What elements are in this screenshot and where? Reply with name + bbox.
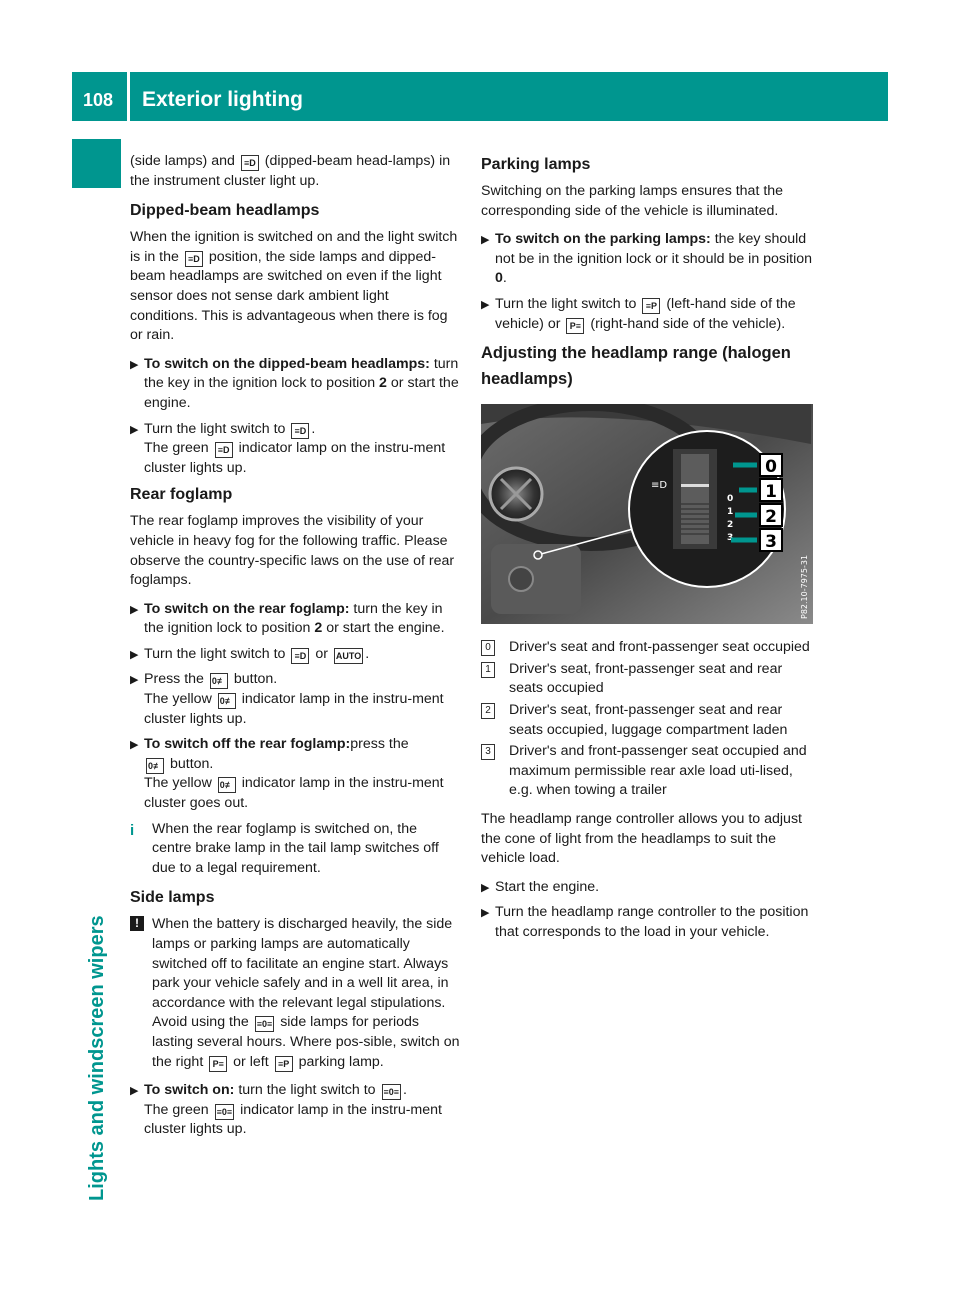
parking-lamp-left-icon: ≡P xyxy=(275,1056,293,1072)
step: ▶ Turn the light switch to ≡D . The green ≡D indicator lamp on the instru-ment cluster lights up. xyxy=(130,420,446,476)
parking-lamp-right-icon: P≡ xyxy=(566,318,584,334)
foglamp-icon: 0≢ xyxy=(218,693,236,709)
figure-small-label: 0 xyxy=(727,494,734,505)
header-divider xyxy=(127,72,130,121)
dipped-beam-heading: Dipped-beam headlamps xyxy=(130,202,320,220)
parking-lamps-paragraph: Switching on the parking lamps ensures that the corresponding side of the vehicle is illuminated. xyxy=(481,183,784,219)
warning-note: ! When the battery is discharged heavily, the side lamps or parking lamps are automatically switched off to facilitate an engine start. Always park your vehicle safely and in a well lit area, in accordance with the relevant legal stipulations. Avoid using the ≡0≡ side lamps for periods lasting several hours. Where pos-sible, switch on the right P≡ or left ≡P parking lamp. xyxy=(130,915,460,1072)
chapter-marker xyxy=(72,139,121,188)
figure-label: 3 xyxy=(765,532,777,553)
dipped-beam-icon: ≡D xyxy=(291,423,309,439)
figure-label: 2 xyxy=(765,507,777,528)
step-arrow-icon: ▶ xyxy=(130,603,139,616)
section-title: Exterior lighting xyxy=(142,88,304,111)
figure-small-label: 2 xyxy=(727,520,734,531)
intro-paragraph: (side lamps) and ≡D (dipped-beam head-lamps) in the instrument cluster light up. xyxy=(130,153,451,189)
figure-controller-icon: ≡D xyxy=(651,480,668,492)
auto-icon: AUTO xyxy=(334,648,363,664)
dashboard-illustration xyxy=(481,404,813,624)
rear-foglamp-heading: Rear foglamp xyxy=(130,486,233,504)
figure-small-label: 1 xyxy=(727,507,734,518)
parking-lamp-right-icon: P≡ xyxy=(209,1056,227,1072)
warning-icon: ! xyxy=(130,916,144,931)
legend-item: 3 Driver's and front-passenger seat occupied and maximum permissible rear axle load uti-lised, e.g. when towing a trailer xyxy=(481,742,813,801)
step-arrow-icon: ▶ xyxy=(130,739,139,752)
page-header xyxy=(72,72,888,121)
figure-label: 1 xyxy=(765,482,777,503)
dipped-beam-paragraph: When the ignition is switched on and the light switch is in the ≡D position, the side lamps and dipped-beam headlamps are switched on even if the light sensor does not sense dark ambient light conditions. This is advantageous when there is fog or rain. xyxy=(130,229,458,344)
foglamp-icon: 0≢ xyxy=(146,758,164,774)
dipped-beam-icon: ≡D xyxy=(241,155,259,171)
step: ▶ Turn the light switch to ≡P (left-hand side of the vehicle) or P≡ (right-hand side of the vehicle). xyxy=(481,295,796,332)
dipped-beam-icon: ≡D xyxy=(215,442,233,458)
step: ▶ To switch on the parking lamps: the key should not be in the ignition lock or it should be in position 0. xyxy=(481,231,813,287)
figure-code: P82.10-7975-31 xyxy=(800,555,809,620)
legend-item: 1 Driver's seat, front-passenger seat and rear seats occupied xyxy=(481,660,813,699)
legend-number: 1 xyxy=(481,662,495,678)
step: ▶ Start the engine. xyxy=(481,878,813,898)
right-column xyxy=(481,152,813,948)
step: ▶ To switch on: turn the light switch to ≡0≡ . The green ≡0≡ indicator lamp in the instru-ment cluster lights up. xyxy=(130,1082,442,1138)
headlamp-range-figure xyxy=(481,404,813,624)
step-arrow-icon: ▶ xyxy=(130,423,139,436)
step-arrow-icon: ▶ xyxy=(481,907,490,920)
step: ▶ Press the 0≢ button. The yellow 0≢ indicator lamp in the instru-ment cluster lights up. xyxy=(130,671,444,727)
page-number: 108 xyxy=(82,90,114,110)
chapter-label: Lights and windscreen wipers xyxy=(86,915,108,1201)
step-arrow-icon: ▶ xyxy=(130,358,139,371)
headlamp-range-heading: Adjusting the headlamp range (halogen headlamps) xyxy=(481,344,791,389)
side-lamp-icon: ≡0≡ xyxy=(215,1104,235,1120)
step: ▶ To switch on the dipped-beam headlamps: turn the key in the ignition lock to position 2 or start the engine. xyxy=(130,355,459,411)
figure-label: 0 xyxy=(765,457,777,478)
legend-item: 0 Driver's seat and front-passenger seat occupied xyxy=(481,638,813,658)
info-note: i When the rear foglamp is switched on, the centre brake lamp in the tail lamp switches off due to a legal requirement. xyxy=(130,820,439,876)
step-arrow-icon: ▶ xyxy=(481,881,490,894)
legend-number: 0 xyxy=(481,640,495,656)
side-lamp-icon: ≡0≡ xyxy=(255,1016,275,1032)
chapter-sidebar xyxy=(72,139,121,1210)
dipped-beam-icon: ≡D xyxy=(185,251,203,267)
step: ▶ To switch off the rear foglamp:press the 0≢ button. The yellow 0≢ indicator lamp in the instru-ment cluster goes out. xyxy=(130,736,444,812)
parking-lamps-heading: Parking lamps xyxy=(481,156,591,173)
step: ▶ To switch on the rear foglamp: turn the key in the ignition lock to position 2 or start the engine. xyxy=(130,600,445,637)
left-column xyxy=(130,152,460,1146)
foglamp-icon: 0≢ xyxy=(218,777,236,793)
dipped-beam-icon: ≡D xyxy=(291,648,309,664)
foglamp-icon: 0≢ xyxy=(210,673,228,689)
legend-item: 2 Driver's seat, front-passenger seat and rear seats occupied, luggage compartment laden xyxy=(481,701,813,740)
legend-number: 3 xyxy=(481,744,495,760)
step-arrow-icon: ▶ xyxy=(130,648,139,661)
step-arrow-icon: ▶ xyxy=(481,234,490,247)
step: ▶ Turn the headlamp range controller to the position that corresponds to the load in your vehicle. xyxy=(481,904,809,940)
parking-lamp-left-icon: ≡P xyxy=(642,298,660,314)
headlamp-range-paragraph: The headlamp range controller allows you to adjust the cone of light from the headlamps to suit the vehicle load. xyxy=(481,810,802,867)
step-arrow-icon: ▶ xyxy=(130,674,139,687)
step: ▶ Turn the light switch to ≡D or AUTO . xyxy=(130,645,460,665)
info-icon: i xyxy=(130,821,135,839)
rear-foglamp-paragraph: The rear foglamp improves the visibility of your vehicle in heavy fog for the following traffic. Please observe the country-specific laws on the use of rear foglamps. xyxy=(130,513,455,589)
side-lamp-icon: ≡0≡ xyxy=(382,1084,402,1100)
side-lamps-heading: Side lamps xyxy=(130,889,215,907)
legend-number: 2 xyxy=(481,703,495,719)
figure-small-label: 3 xyxy=(727,533,734,544)
step-arrow-icon: ▶ xyxy=(130,1085,139,1098)
step-arrow-icon: ▶ xyxy=(481,298,490,311)
